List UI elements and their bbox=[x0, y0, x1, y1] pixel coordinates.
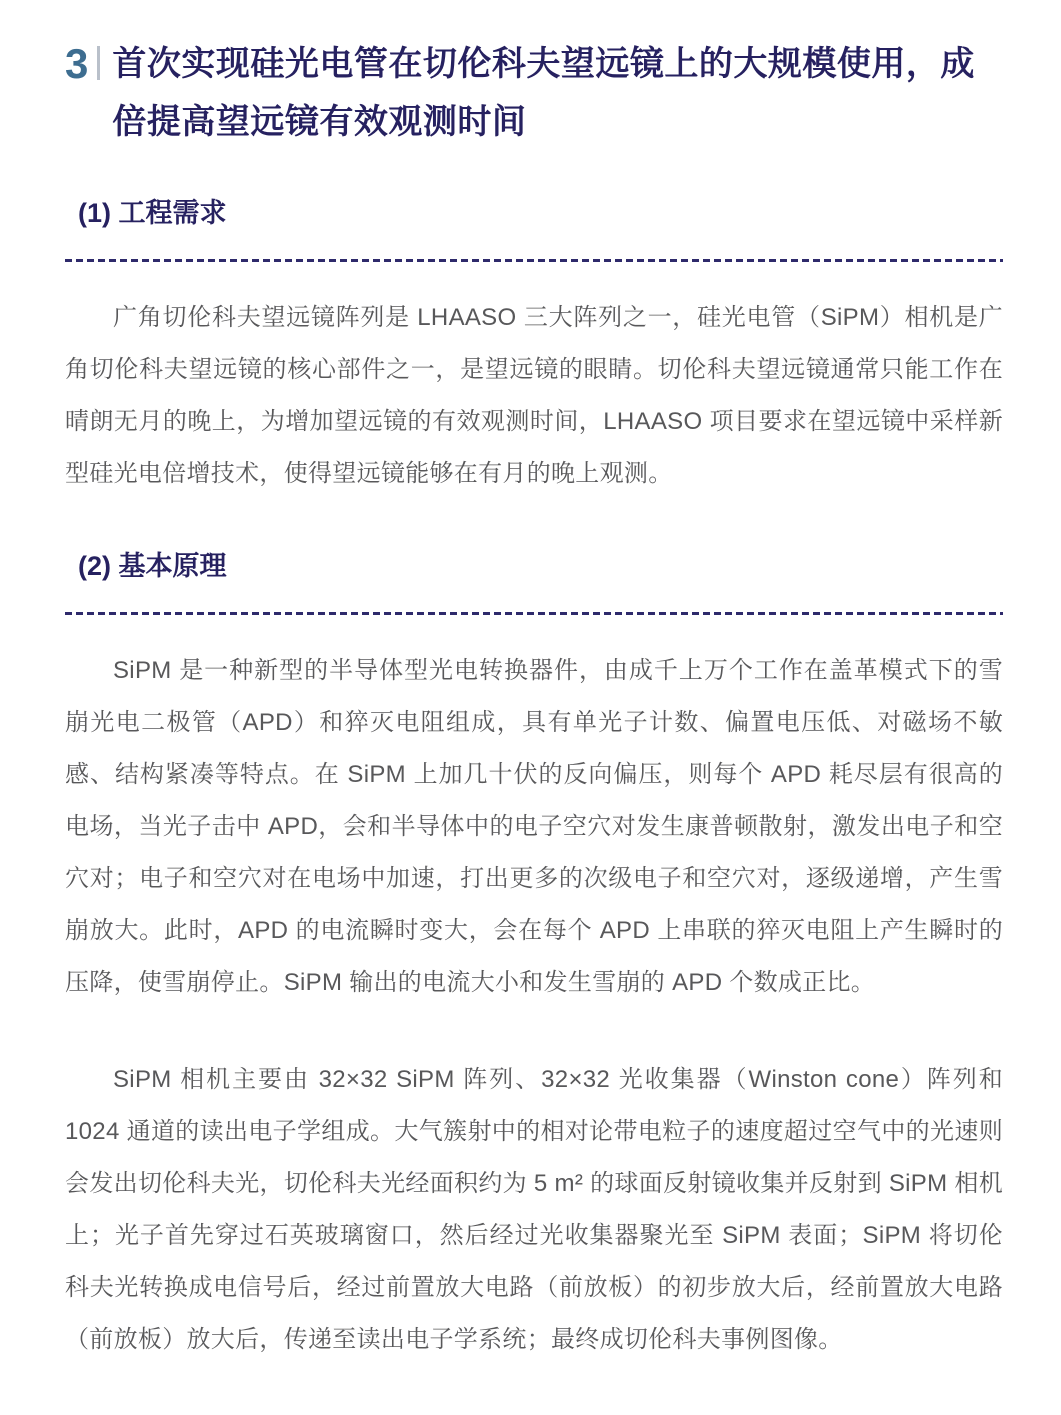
subsection-engineering-requirements bbox=[65, 197, 1003, 500]
dashed-divider bbox=[65, 259, 1003, 262]
subsection-heading-2: (2) 基本原理 bbox=[78, 551, 227, 581]
title-divider-bar bbox=[97, 46, 100, 80]
section-title: 首次实现硅光电管在切伦科夫望远镜上的大规模使用，成倍提高望远镜有效观测时间 bbox=[112, 45, 975, 141]
dashed-divider bbox=[65, 612, 1003, 615]
paragraph: SiPM 是一种新型的半导体型光电转换器件，由成千上万个工作在盖革模式下的雪崩光电二极管（APD）和猝灭电阻组成，具有单光子计数、偏置电压低、对磁场不敏感、结构紧凑等特点。在 SiPM 上加几十伏的反向偏压，则每个 APD 耗尽层有很高的电场，当光子击中 APD，会和半导体中的电子空穴对发生康普顿散射，激发出电子和空穴对；电子和空穴对在电场中加速，打出更多的次级电子和空穴对，逐级递增，产生雪崩放大。此时，APD 的电流瞬时变大，会在每个 APD 上串联的猝灭电阻上产生瞬时的压降，使雪崩停止。SiPM 输出的电流大小和发生雪崩的 APD 个数成正比。 bbox=[65, 657, 1003, 996]
subsection-basic-principles bbox=[65, 550, 1003, 1366]
section-title-block bbox=[65, 42, 1003, 151]
paragraph: SiPM 相机主要由 32×32 SiPM 阵列、32×32 光收集器（Winston cone）阵列和 1024 通道的读出电子学组成。大气簇射中的相对论带电粒子的速度超过空气中的光速则会发出切伦科夫光，切伦科夫光经面积约为 5 m² 的球面反射镜收集并反射到 SiPM 相机上；光子首先穿过石英玻璃窗口，然后经过光收集器聚光至 SiPM 表面；SiPM 将切伦科夫光转换成电信号后，经过前置放大电路（前放板）的初步放大后，经前置放大电路（前放板）放大后，传递至读出电子学系统；最终成切伦科夫事例图像。 bbox=[65, 1066, 1003, 1353]
paragraph: 广角切伦科夫望远镜阵列是 LHAASO 三大阵列之一，硅光电管（SiPM）相机是广角切伦科夫望远镜的核心部件之一，是望远镜的眼睛。切伦科夫望远镜通常只能工作在晴朗无月的晚上，为增加望远镜的有效观测时间，LHAASO 项目要求在望远镜中采样新型硅光电倍增技术，使得望远镜能够在有月的晚上观测。 bbox=[65, 304, 1003, 487]
subsection-heading-1: (1) 工程需求 bbox=[78, 198, 227, 228]
section-number: 3 bbox=[65, 40, 89, 87]
